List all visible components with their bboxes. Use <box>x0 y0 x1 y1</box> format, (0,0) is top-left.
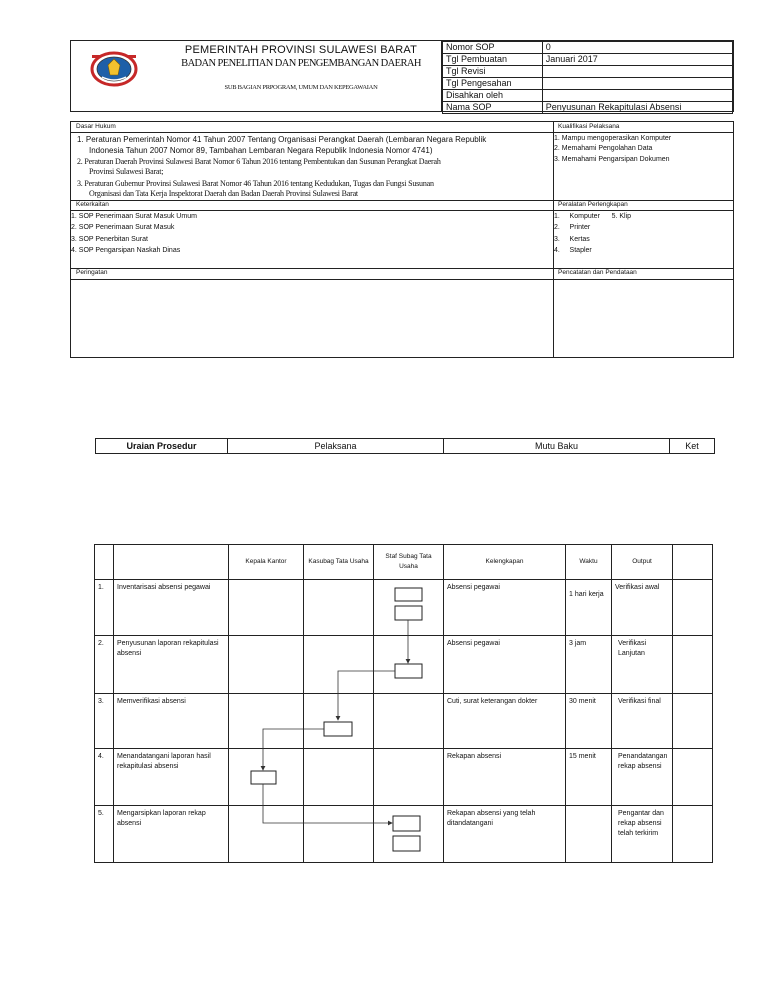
kualifikasi-item: 1. Mampu mengoperasikan Komputer <box>554 135 672 142</box>
dasar-hukum-item: Provinsi Sulawesi Barat; <box>89 167 164 176</box>
dasar-hukum-item: 2. Peraturan Daerah Provinsi Sulawesi Barat Nomor 6 Tahun 2016 tentang Pembentukan dan Susunan Perangkat Daerah <box>77 157 441 166</box>
step-waktu: 30 menit <box>566 694 612 749</box>
step-kelengkapan: Absensi pegawai <box>444 636 566 694</box>
cell-kepala-kantor <box>229 580 304 636</box>
step-waktu: 15 menit <box>566 749 612 806</box>
step-description: Memverifikasi absensi <box>114 694 229 749</box>
kualifikasi-item: 2. Memahami Pengolahan Data <box>554 145 653 152</box>
kualifikasi-item: 3. Memahami Pengarsipan Dokumen <box>554 156 670 163</box>
keterkaitan-item: 4. SOP Pengarsipan Naskah Dinas <box>71 247 181 254</box>
header-cell <box>673 545 713 580</box>
header-subtitle: SUB BAGIAN PRPOGRAM, UMUM DAN KEPEGAWAIAN <box>224 84 378 91</box>
header-row <box>96 439 715 454</box>
cell-kepala-kantor <box>229 694 304 749</box>
meta-value <box>542 78 732 90</box>
step-description: Menandatangani laporan hasil rekapitulasi absensi <box>114 749 229 806</box>
cell-staf <box>374 694 444 749</box>
cell-kepala-kantor <box>229 806 304 863</box>
step-description: Mengarsipkan laporan rekap absensi <box>114 806 229 863</box>
step-number: 4. <box>95 749 114 806</box>
keterkaitan-label: Keterkaitan <box>76 201 109 208</box>
header-staf: Staf Subag Tata Usaha <box>374 545 444 580</box>
pencatatan-label: Pencatatan dan Pendataan <box>558 269 637 276</box>
step-output: Verifikasi Lanjutan <box>612 636 673 694</box>
cell-extra <box>673 694 713 749</box>
step-waktu: 1 hari kerja <box>566 580 612 636</box>
header-output: Output <box>612 545 673 580</box>
step-number: 5. <box>95 806 114 863</box>
meta-value: Januari 2017 <box>542 54 732 66</box>
keterkaitan-item: 2. SOP Penerimaan Surat Masuk <box>71 224 175 231</box>
step-number: 3. <box>95 694 114 749</box>
ket-header: Ket <box>670 439 715 454</box>
meta-key: Tgl Pengesahan <box>443 78 543 90</box>
mutu-baku-header: Mutu Baku <box>444 439 670 454</box>
cell-kasubag <box>304 580 374 636</box>
peralatan-label: Peralatan Perlengkapan <box>558 201 628 208</box>
table-row <box>95 806 713 863</box>
header-kepala-kantor: Kepala Kantor <box>229 545 304 580</box>
cell-extra <box>673 636 713 694</box>
row-divider <box>71 132 733 133</box>
dasar-hukum-label: Dasar Hukum <box>76 123 116 130</box>
meta-value <box>542 66 732 78</box>
table-row <box>95 749 713 806</box>
row-divider <box>71 210 733 211</box>
row-divider <box>71 279 733 280</box>
step-output: Verifikasi awal <box>612 580 673 636</box>
procedure-column-header <box>95 438 715 454</box>
cell-kepala-kantor <box>229 749 304 806</box>
cell-staf <box>374 580 444 636</box>
cell-extra <box>673 580 713 636</box>
header-cell <box>95 545 114 580</box>
header-kelengkapan: Kelengkapan <box>444 545 566 580</box>
meta-value <box>542 90 732 102</box>
step-kelengkapan: Absensi pegawai <box>444 580 566 636</box>
peralatan-item: 1. Komputer 5. Klip <box>554 213 632 220</box>
step-output: Penandatangan rekap absensi <box>612 749 673 806</box>
step-output: Pengantar dan rekap absensi telah terkirim <box>612 806 673 863</box>
cell-extra <box>673 749 713 806</box>
cell-staf <box>374 749 444 806</box>
meta-row <box>443 90 733 102</box>
cell-kepala-kantor <box>229 636 304 694</box>
meta-key: Nama SOP <box>443 102 543 114</box>
peralatan-item: 2. Printer <box>554 224 591 231</box>
peralatan-item: 4. Stapler <box>554 247 592 254</box>
meta-key: Tgl Pembuatan <box>443 54 543 66</box>
header-title-agency: BADAN PENELITIAN DAN PENGEMBANGAN DAERAH <box>181 58 421 69</box>
sop-info-block <box>70 121 734 358</box>
dasar-hukum-item: 1. Peraturan Pemerintah Nomor 41 Tahun 2007 Tentang Organisasi Perangkat Daerah (Lembaran Negara Republik <box>77 135 487 144</box>
cell-kasubag <box>304 806 374 863</box>
meta-value: 0 <box>542 42 732 54</box>
meta-row <box>443 66 733 78</box>
dasar-hukum-item: Indonesia Tahun 2007 Nomor 89, Tambahan Lembaran Negara Republik Indonesia Nomor 4741) <box>89 146 433 155</box>
meta-key: Disahkan oleh <box>443 90 543 102</box>
step-description: Penyusunan laporan rekapitulasi absensi <box>114 636 229 694</box>
cell-staf <box>374 636 444 694</box>
procedure-flow-table <box>94 544 713 863</box>
header-kasubag: Kasubag Tata Usaha <box>304 545 374 580</box>
kualifikasi-label: Kualifikasi Pelaksana <box>558 123 620 130</box>
cell-staf <box>374 806 444 863</box>
institution-block <box>71 41 442 111</box>
step-waktu: 3 jam <box>566 636 612 694</box>
pelaksana-header: Pelaksana <box>228 439 444 454</box>
uraian-prosedur-header: Uraian Prosedur <box>96 439 228 454</box>
meta-key: Tgl Revisi <box>443 66 543 78</box>
dasar-hukum-item: 3. Peraturan Gubernur Provinsi Sulawesi Barat Nomor 46 Tahun 2016 tentang Kedudukan, Tugas dan Fungsi Susunan <box>77 179 434 188</box>
peringatan-label: Peringatan <box>76 269 108 276</box>
row-divider <box>71 200 733 201</box>
header-waktu: Waktu <box>566 545 612 580</box>
cell-kasubag <box>304 636 374 694</box>
province-emblem-logo <box>89 51 139 87</box>
header-cell <box>114 545 229 580</box>
step-kelengkapan: Rekapan absensi <box>444 749 566 806</box>
meta-row <box>443 42 733 54</box>
keterkaitan-item: 1. SOP Penerimaan Surat Masuk Umum <box>71 213 197 220</box>
cell-kasubag <box>304 694 374 749</box>
meta-row <box>443 102 733 114</box>
table-row <box>95 694 713 749</box>
peralatan-item: 3. Kertas <box>554 236 590 243</box>
meta-row <box>443 54 733 66</box>
cell-kasubag <box>304 749 374 806</box>
cell-extra <box>673 806 713 863</box>
dasar-hukum-item: Organisasi dan Tata Kerja Inspektorat Daerah dan Badan Daerah Provinsi Sulawesi Barat <box>89 189 358 198</box>
step-kelengkapan: Cuti, surat keterangan dokter <box>444 694 566 749</box>
step-number: 2. <box>95 636 114 694</box>
sop-meta-table <box>442 41 733 114</box>
step-waktu <box>566 806 612 863</box>
keterkaitan-item: 3. SOP Penerbitan Surat <box>71 236 148 243</box>
step-description: Inventarisasi absensi pegawai <box>114 580 229 636</box>
step-kelengkapan: Rekapan absensi yang telah ditandatangani <box>444 806 566 863</box>
step-output: Verifikasi final <box>612 694 673 749</box>
step-number: 1. <box>95 580 114 636</box>
table-row <box>95 580 713 636</box>
sop-header <box>70 40 734 112</box>
meta-key: Nomor SOP <box>443 42 543 54</box>
meta-value: Penyusunan Rekapitulasi Absensi <box>542 102 732 114</box>
table-row <box>95 636 713 694</box>
header-title-province: PEMERINTAH PROVINSI SULAWESI BARAT <box>184 44 418 56</box>
procedure-header-row <box>95 545 713 580</box>
meta-row <box>443 78 733 90</box>
